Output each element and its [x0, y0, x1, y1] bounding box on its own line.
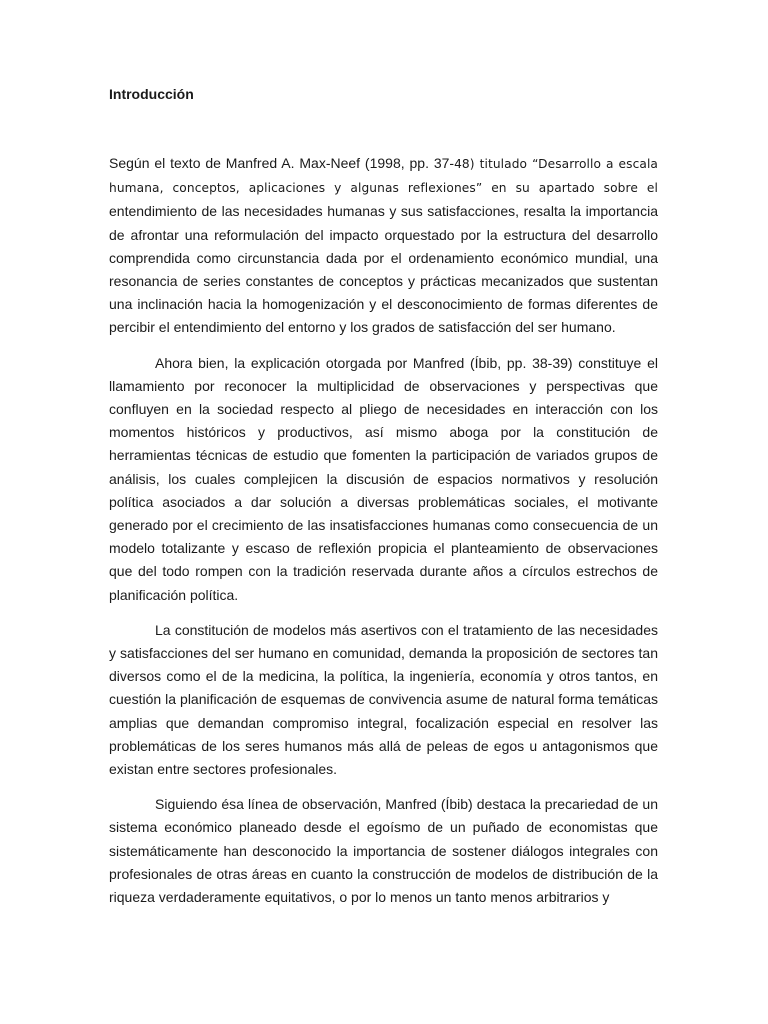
document-page — [109, 83, 658, 909]
paragraph-2: Ahora bien, la explicación otorgada por Manfred (Íbib, pp. 38-39) constituye el llamamiento por reconocer la multiplicidad de observaciones y perspectivas que confluyen en la sociedad respecto al pliego de necesidades en interacción con los momentos históricos y productivos, así mismo aboga por la constitución de herramientas técnicas de estudio que fomenten la participación de variados grupos de análisis, los cuales complejicen la discusión de espacios normativos y resolución política asociados a dar solución a diversas problemáticas sociales, el motivante generado por el crecimiento de las insatisfacciones humanas como consecuencia de un modelo totalizante y escaso de reflexión propicia el planteamiento de observaciones que del todo rompen con la tradición reservada durante años a círculos estrechos de planificación política. — [109, 354, 658, 603]
paragraph-4: Siguiendo ésa línea de observación, Manfred (Íbib) destaca la precariedad de un sistema económico planeado desde el egoísmo de un puñado de economistas que sistemáticamente han desconocido la importancia de sostener diálogos integrales con profesionales de otras áreas en cuanto la construcción de modelos de distribución de la riqueza verdaderamente equitativos, o por lo menos un tanto menos arbitrarios y — [109, 796, 658, 906]
paragraph-3: La constitución de modelos más asertivos con el tratamiento de las necesidades y satisfacciones del ser humano en comunidad, demanda la proposición de sectores tan diversos como el de la medicina, la política, la ingeniería, economía y otros tantos, en cuestión la planificación de esquemas de convivencia asume de natural forma temáticas amplias que demandan compromiso integral, focalización especial en resolver las problemáticas de los seres humanos más allá de peleas de egos u antagonismos que existan entre sectores profesionales. — [109, 621, 658, 778]
section-heading: Introducción — [109, 86, 194, 102]
paragraph-1-quote: 48) titulado “Desarrollo a escala humana, conceptos, aplicaciones y algunas reflexiones” en su apartado sobre el — [109, 157, 658, 196]
paragraph-1-rest: entendimiento de las necesidades humanas y sus satisfacciones, resalta la importancia de afrontar una reformulación del impacto orquestado por la estructura del desarrollo comprendida como circunstancia dada por el ordenamiento económico mundial, una resonancia de series constantes de conceptos y prácticas mecanizados que sustentan una inclinación hacia la homogenización y el desconocimiento de formas diferentes de percibir el entendimiento del entorno y los grados de satisfacción del ser humano. — [109, 203, 658, 336]
paragraph-1-lead: Según el texto de Manfred A. Max-Neef (1998, pp. 37- — [109, 155, 455, 171]
paragraph-1 — [109, 152, 658, 340]
